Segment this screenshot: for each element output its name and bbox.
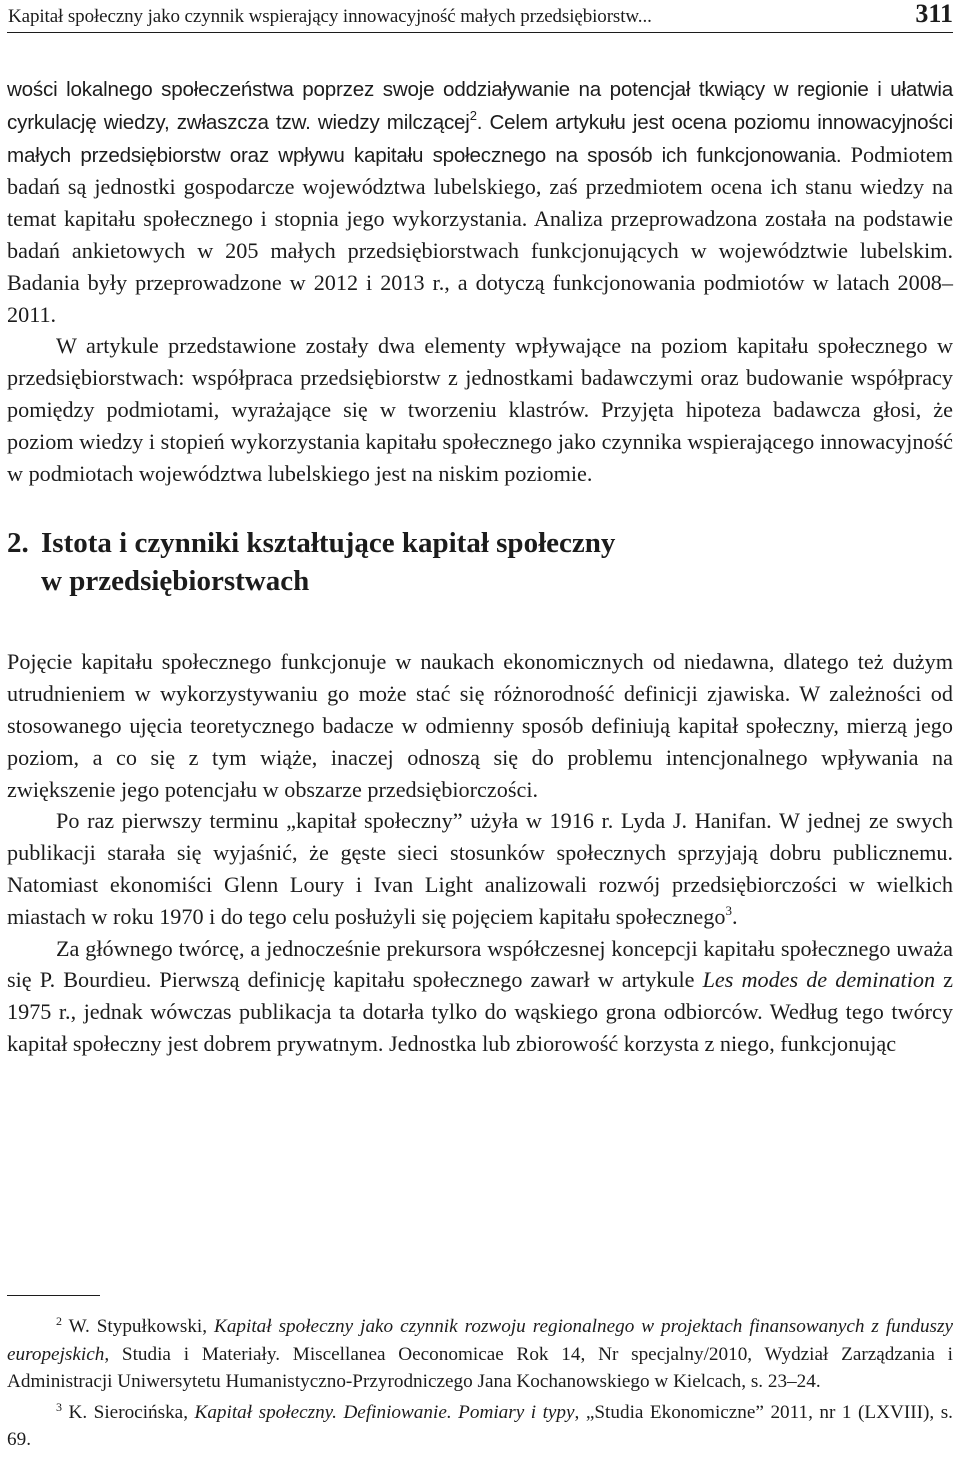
footnote-rule — [7, 1295, 100, 1296]
text-run: W. Stypułkowski, — [62, 1316, 215, 1337]
text-run: Za głównego twórcę, a jednocześnie prekursora współczesnej koncepcji kapitału społecznego uważa się P. Bourdieu. Pierwszą definicję kapitału społecznego zawarł w artykule — [7, 935, 953, 993]
section-title-line2: w przedsiębiorstwach — [41, 565, 310, 598]
paragraph — [7, 73, 953, 330]
main-text — [7, 73, 953, 1060]
section-title-line1: Istota i czynniki kształtujące kapitał społeczny — [41, 527, 616, 560]
text-run: wości lokalnego społeczeństwa poprzez swoje oddziaływanie na potencjał tkwiący w regionie i ułatwia cyrkulację wiedzy, zwłaszcza tzw. wiedzy milczącej — [7, 78, 953, 134]
footnote — [7, 1399, 953, 1454]
running-header — [7, 0, 953, 33]
text-run: Po raz pierwszy terminu „kapitał społeczny” użyła w 1916 r. Lyda J. Hanifan. W jednej ze swych publikacji starała się wyjaśnić, że gęste sieci stosunków społecznych sprzyjają dobru publicznemu. Natomiast ekonomiści Glenn Loury i Ivan Light analizowali rozwój przedsiębiorczości w wielkich miastach w roku 1970 i do tego celu posłużyli się pojęciem kapitału społecznego — [7, 808, 953, 929]
footnote-number: 3 — [56, 1399, 62, 1414]
running-title: Kapitał społeczny jako czynnik wspierający innowacyjność małych przedsiębiorstw... — [8, 6, 652, 27]
paragraph — [7, 805, 953, 932]
text-run: K. Sierocińska, — [62, 1401, 195, 1423]
paragraph: Pojęcie kapitału społecznego funkcjonuje w naukach ekonomicznych od niedawna, dlatego też dużym utrudnieniem w wykorzystywaniu go może stać się różnorodność definicji zjawiska. W zależności od stosowanego ujęcia teoretycznego badacze w odmienny sposób definiują kapitał społeczny, mierzą jego poziom, a co się z tym wiąże, inaczej odnoszą się do problemu intencjonalnego wpływania na zwiększenie jego potencjału w obszarze przedsiębiorczości. — [7, 649, 953, 802]
section-heading — [7, 524, 953, 600]
text-run: Podmiotem badań są jednostki gospodarcze województwa lubelskiego, zaś przedmiotem ocena ich stanu wiedzy na temat kapitału społecznego i stopnia jego wykorzystania. Analiza przeprowadzona została na podstawie badań ankietowych w 205 małych przedsiębiorstwach funkcjonujących w województwie lubelskim. Badania były przeprowadzone w 2012 i 2013 r., a dotyczą funkcjonowania podmiotów w latach 2008–2011. — [7, 141, 953, 327]
footnote — [7, 1313, 953, 1396]
footnotes — [7, 1295, 953, 1454]
text-run: z 1975 r., jednak wówczas publikacja ta dotarła tylko do wąskiego grona odbiorców. Według tego twórcy kapitał społeczny jest dobrem prywatnym. Jednostka lub zbiorowość korzysta z niego, funkcjonując — [7, 967, 953, 1056]
section-number: 2. — [7, 527, 29, 560]
text-run: , „Studia Ekonomiczne” 2011, nr 1 (LXVIII), s. 69. — [7, 1401, 953, 1450]
text-run: . — [731, 903, 738, 929]
italic-title: Kapitał społeczny jako czynnik rozwoju regionalnego w projektach finansowanych z funduszy europejskich — [7, 1316, 953, 1365]
italic-title: Kapitał społeczny. Definiowanie. Pomiary i typy — [194, 1401, 575, 1423]
text-run: , Studia i Materiały. Miscellanea Oeconomicae Rok 14, Nr specjalny/2010, Wydział Zarządzania i Administracji Uniwersytetu Humanistyczno-Przyrodniczego Jana Kochanowskiego w Kielcach, s. 23–24. — [7, 1343, 953, 1392]
footnote-ref: 3 — [725, 902, 732, 918]
paragraph: W artykule przedstawione zostały dwa elementy wpływające na poziom kapitału społecznego w przedsiębiorstwach: współpraca przedsiębiorstw z jednostkami badawczymi oraz budowanie współpracy pomiędzy podmiotami, wyrażające się w tworzeniu klastrów. Przyjęta hipoteza badawcza głosi, że poziom wiedzy i stopień wykorzystania kapitału społecznego jako czynnika wspierającego innowacyjność w podmiotach województwa lubelskiego jest na niskim poziomie. — [7, 333, 953, 486]
footnote-number: 2 — [56, 1314, 62, 1328]
italic-title: Les modes de demination — [702, 967, 936, 993]
page-number: 311 — [915, 0, 953, 28]
paragraph-sans-text — [7, 78, 953, 167]
text-run: . Celem artykułu jest ocena poziomu innowacyjności małych przedsiębiorstw oraz wpływu kapitału społecznego na sposób ich funkcjonowania. — [7, 110, 954, 167]
footnote-ref: 2 — [469, 107, 477, 123]
paragraph — [7, 933, 953, 1060]
